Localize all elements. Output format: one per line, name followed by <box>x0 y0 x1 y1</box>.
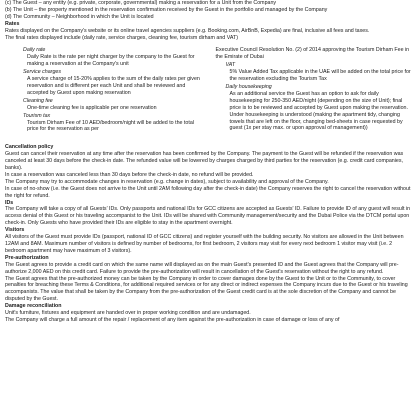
ids-heading: IDs <box>5 199 14 206</box>
visitors-heading: Visitors <box>5 227 25 234</box>
definition-unit: (b) The Unit – the property mentioned in the reservation confirmation received by the Guest in the portfolio and managed by the Company <box>5 6 328 13</box>
preauth-para: The Guest agrees that the pre-authorized money can be taken by the Company in order to cover damages done by the Guest to the Unit or to the Community, to cover penalties for breaching these Terms & Conditions, for additional required services or for any direct or indirect expenses the Company incurs due to the Guest or his traveling accompanists. The value that shall be taken by the Company from the pre-authorization of the Guest credit card is at the sole discretion of the Company and cannot be disputed by the Guest. <box>5 275 408 303</box>
preauth-heading: Pre-authorization <box>5 254 49 261</box>
rates-intro: The final rates displayed include (daily rate, service charges, cleaning fee, tourism dirham and VAT) <box>5 34 238 41</box>
damage-para: Unit's furniture, fixtures and equipment are handed over in proper working condition and are undamaged. <box>5 310 251 317</box>
preauth-para: The Guest agrees to provide a credit card on which the same name will displayed as on the main Guest's presented ID and the Guest agrees that the Company will pre-authorize 2,000 AED on this credit card. Failure to provide the pre-authorization will result in cancellation of the Guest's reservation without the right to any refund. <box>5 261 399 275</box>
item-body: 5% Value Added Tax applicable in the UAE will be added on the total price for the reservation excluding the Tourism Tax <box>229 69 411 83</box>
item-title: Daily housekeeping <box>225 83 272 90</box>
item-title: Tourism tax <box>23 112 51 119</box>
item-body: Tourism Dirham Fee of 10 AED/bedroom/night will be added to the total price for the reservation as per <box>27 119 194 133</box>
definition-community: (d) The Community – Neighborhood in which the Unit is located <box>5 13 154 20</box>
item-body: Daily Rate is the rate per night charger by the company to the Guest for making a reservation at the Company's unit <box>27 54 195 68</box>
damage-heading: Damage reconciliation <box>5 303 62 310</box>
rates-text: Rates displayed on the Company's website or its online travel agencies suppliers (e.g. Booking.com, AirBnB, Expedia) are final, inclusive all fees and taxes. <box>5 27 370 34</box>
right-items <box>216 62 413 132</box>
cancellation-para: The Company may try to accommodate changes in reservation (e.g. change in dates), subject to availability and approval of the Company. <box>5 178 329 185</box>
item-title: Service charges <box>23 69 61 76</box>
rates-left-column <box>5 47 209 133</box>
ids-para: The Company will take a copy of all Guests' IDs. Only passports and national IDs for GCC citizens are accepted as Guests' ID. Failure to provide ID of any guest will result in access denial of this Guest or his traveling accompanist to the Unit. IDs will be shared with Community management/security and the Dubai Police via the DTCM portal upon check-in. Only Guests who have provided their IDs are eligible to stay in the apartment overnight. <box>5 206 411 227</box>
item-title: Daily rate <box>23 47 46 54</box>
cancellation-para: In case a reservation was canceled less than 30 days before the check-in date, no refund will be provided. <box>5 171 254 178</box>
definitions-list <box>5 0 412 21</box>
item-body: As an additional service the Guest has an option to ask for daily housekeeping for 250-350 AED/night (depending on the size of Unit); final price is to be reviewed and accepted by Guest upon making the reservation. Under housekeeping is understood (making the apartment tidy, changing towels that are left on the floor, changing bed-sheets in case requested by guest (1x per stay max. or upon approval of management)) <box>229 90 408 132</box>
definition-guest: (c) The Guest – any entity (e.g. private, corporate, governmental) making a reservation for a Unit from the Company <box>5 0 277 6</box>
damage-para: The Company will charge a full amount of the repair / replacement of any item against the pre-authorization in case of damage or loss of any of <box>5 316 340 323</box>
rates-right-column <box>209 47 413 133</box>
tourism-resolution: Executive Council Resolution No. (2) of 2014 approving the Tourism Dirham Fee in the Emirate of Dubai <box>215 47 410 61</box>
item-body: One-time cleaning fee is applicable per one reservation <box>27 104 157 111</box>
cancellation-para: Guest can cancel their reservation at any time after the reservation has been confirmed by the Company. The payment to the Guest will be refunded if the reservation was canceled at least 30 days before the check-in date. The refunded value will be lowered by charges charged by third parties for the reservation (e.g. credit card companies, banks). <box>5 151 404 172</box>
cancellation-heading: Cancellation policy <box>5 144 54 151</box>
item-title: VAT <box>225 62 236 69</box>
item-body: A service charge of 15-20% applies to the sum of the daily rates per given reservation and is different per each Unit and shall be reviewed and accepted by Guest upon making reservation <box>27 76 200 96</box>
item-title: Cleaning fee <box>23 97 53 104</box>
cancellation-para: In case of no-show (i.e. the Guest does not arrive to the Unit until 2AM following day after the check-in date) the Company reserves the right to cancel the reservation without the right for refund. <box>5 185 411 199</box>
rates-components <box>5 47 412 133</box>
visitors-para: All visitors of the Guest must provide IDs (passport, national ID of GCC citizens) and register yourself with the building security. No visitors are allowed in the Unit between 12AM and 8AM. Maximum number of visitors is defined by number of bedrooms, for first bedroom, 2 visitors may visit for every next bedroom 1 visitor may visit (i.e. 2 bedroom apartment may have maximum of 3 visitors). <box>5 234 404 254</box>
rates-heading: Rates <box>5 20 20 27</box>
